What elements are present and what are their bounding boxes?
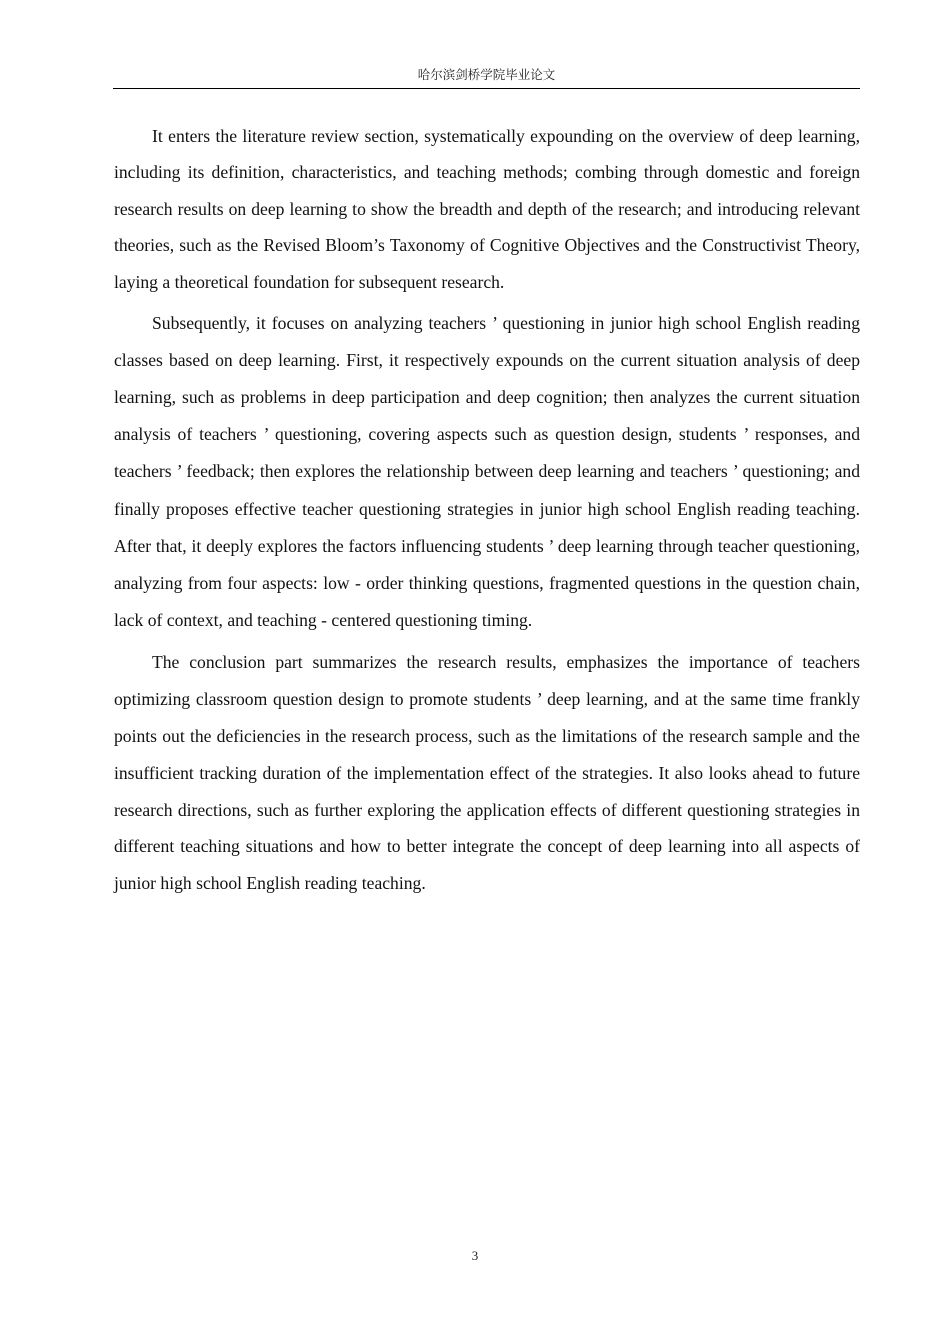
document-body xyxy=(114,118,860,907)
page-number: 3 xyxy=(471,1248,479,1263)
page-header xyxy=(113,66,860,89)
paragraph-conclusion: The conclusion part summarizes the research results, emphasizes the importance of teachers optimizing classroom question design to promote students ’ deep learning, and at the same time frankly points out the deficiencies in the research process, such as the limitations of the research sample and the insufficient tracking duration of the implementation effect of the strategies. It also looks ahead to future research directions, such as further exploring the application effects of different questioning strategies in different teaching situations and how to better integrate the concept of deep learning into all aspects of junior high school English reading teaching. xyxy=(114,651,860,894)
header-title: 哈尔滨剑桥学院毕业论文 xyxy=(417,67,556,82)
paragraph-questioning-analysis: Subsequently, it focuses on analyzing teachers ’ questioning in junior high school English reading classes based on deep learning. First, it respectively expounds on the current situation analysis of deep learning, such as problems in deep participation and deep cognition; then analyzes the current situation analysis of teachers ’ questioning, covering aspects such as question design, students ’ responses, and teachers ’ feedback; then explores the relationship between deep learning and teachers ’ questioning; and finally proposes effective teacher questioning strategies in junior high school English reading teaching. After that, it deeply explores the factors influencing students ’ deep learning through teacher questioning, analyzing from four aspects: low - order thinking questions, fragmented questions in the question chain, lack of context, and teaching - centered questioning timing. xyxy=(114,313,860,630)
paragraph-literature-review: It enters the literature review section, systematically expounding on the overview of deep learning, including its definition, characteristics, and teaching methods; combing through domestic and foreign research results on deep learning to show the breadth and depth of the research; and introducing relevant theories, such as the Revised Bloom’s Taxonomy of Cognitive Objectives and the Constructivist Theory, laying a theoretical foundation for subsequent research. xyxy=(114,126,860,292)
